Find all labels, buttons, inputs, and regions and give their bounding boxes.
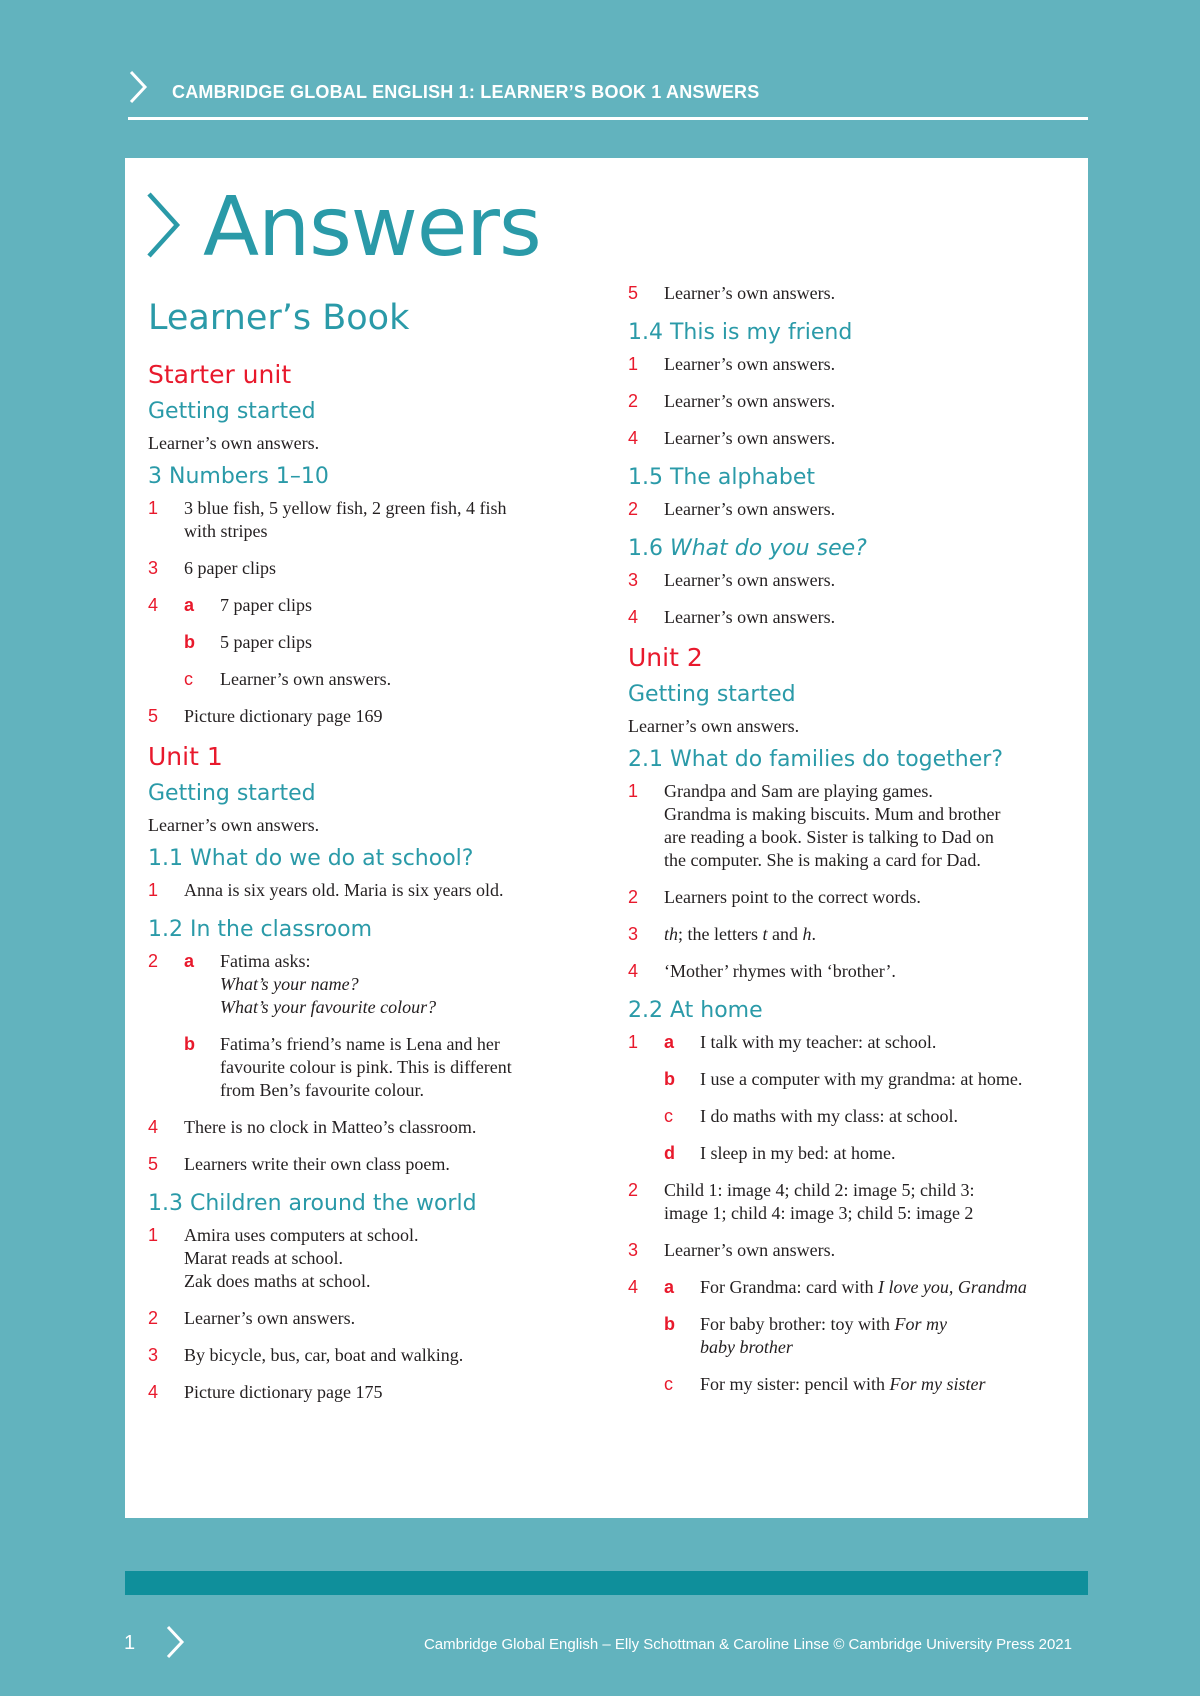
- answer-text: Learners point to the correct words.: [664, 887, 921, 907]
- answer-item: [628, 1105, 1068, 1128]
- answer-text: [700, 1276, 1068, 1299]
- answer-text: Learner’s own answers.: [148, 433, 320, 453]
- section-heading: [628, 535, 1068, 562]
- answer-item: [628, 427, 1068, 450]
- answer-item: [628, 1239, 1068, 1262]
- unit-heading: Unit 1: [148, 742, 223, 771]
- answer-item: [628, 1179, 1068, 1225]
- item-letter: a: [664, 1032, 675, 1052]
- item-number: 3: [628, 570, 639, 590]
- answer-fragment: ; the letters: [678, 924, 763, 944]
- answer-text: [700, 1373, 1068, 1396]
- section-heading: 3 Numbers 1–10: [148, 464, 329, 489]
- answer-item: [148, 1381, 568, 1404]
- answer-item: [148, 557, 568, 580]
- item-number: 3: [628, 924, 639, 944]
- answer-line: the computer. She is making a card for Dad.: [664, 850, 981, 870]
- item-number: 4: [148, 595, 159, 615]
- footer-credit: Cambridge Global English – Elly Schottman & Caroline Linse © Cambridge University Press 2021: [423, 1636, 1072, 1653]
- answer-text: There is no clock in Matteo’s classroom.: [184, 1117, 477, 1137]
- answer-line: What’s your favourite colour?: [220, 997, 437, 1017]
- answer-fragment: .: [811, 924, 817, 944]
- item-number: 4: [148, 1117, 159, 1137]
- item-letter: b: [664, 1069, 675, 1089]
- answer-text: Learner’s own answers.: [184, 1308, 356, 1328]
- section-heading: 1.5 The alphabet: [628, 465, 815, 490]
- answer-fragment: For baby brother: toy with: [700, 1314, 895, 1334]
- item-number: 4: [148, 1382, 159, 1402]
- answer-item: [148, 497, 568, 543]
- answer-text: Picture dictionary page 169: [184, 706, 383, 726]
- chevron-right-icon: [165, 1625, 185, 1659]
- footer-bar: [125, 1571, 1088, 1595]
- unit-heading: Unit 2: [628, 643, 703, 672]
- answer-text: Anna is six years old. Maria is six years old.: [184, 880, 504, 900]
- answer-line: Zak does maths at school.: [184, 1271, 371, 1291]
- answer-line: Fatima asks:: [220, 951, 311, 971]
- answer-item: [628, 886, 1068, 909]
- answer-line: Grandpa and Sam are playing games.: [664, 781, 933, 801]
- right-column: [628, 282, 1068, 1410]
- answer-item: [628, 1373, 1068, 1396]
- answer-item: [628, 1276, 1068, 1299]
- answer-item: [628, 780, 1068, 872]
- answer-item: [628, 282, 1068, 305]
- item-letter: a: [184, 951, 195, 971]
- item-letter: c: [184, 669, 193, 689]
- left-column: [148, 298, 568, 1418]
- answer-item: [148, 594, 568, 617]
- answer-text: 6 paper clips: [184, 558, 276, 578]
- answer-item: [148, 950, 568, 1019]
- answer-text: Learner’s own answers.: [664, 1240, 836, 1260]
- section-title: What do you see?: [669, 536, 867, 561]
- answer-line: with stripes: [184, 521, 268, 541]
- item-number: 5: [628, 283, 639, 303]
- answer-text: I use a computer with my grandma: at home.: [700, 1069, 1023, 1089]
- answer-line: Fatima’s friend’s name is Lena and her: [220, 1034, 500, 1054]
- answer-text: Learner’s own answers.: [664, 354, 836, 374]
- section-heading: Getting started: [628, 682, 796, 707]
- item-letter: b: [664, 1314, 675, 1334]
- content-panel: [125, 158, 1088, 1518]
- answer-line: are reading a book. Sister is talking to Dad on: [664, 827, 994, 847]
- item-number: 2: [148, 1308, 159, 1328]
- answer-item: [148, 1153, 568, 1176]
- answer-item: [148, 1224, 568, 1293]
- section-number: 1.6: [628, 536, 670, 561]
- answer-text: Learner’s own answers.: [664, 607, 836, 627]
- answer-line: Child 1: image 4; child 2: image 5; child 3:: [664, 1180, 975, 1200]
- answer-line: Amira uses computers at school.: [184, 1225, 419, 1245]
- answer-text: I talk with my teacher: at school.: [700, 1032, 937, 1052]
- answer-item: [628, 569, 1068, 592]
- item-letter: c: [664, 1374, 673, 1394]
- answer-text: I sleep in my bed: at home.: [700, 1143, 896, 1163]
- answer-line: Grandma is making biscuits. Mum and brother: [664, 804, 1001, 824]
- item-number: 5: [148, 706, 159, 726]
- answer-text: By bicycle, bus, car, boat and walking.: [184, 1345, 464, 1365]
- page-number: 1: [124, 1632, 136, 1654]
- item-number: 1: [628, 781, 639, 801]
- item-number: 4: [628, 961, 639, 981]
- answer-text: Learners write their own class poem.: [184, 1154, 450, 1174]
- answer-item: [628, 1031, 1068, 1054]
- answer-fragment: th: [664, 924, 679, 944]
- answer-fragment: baby brother: [700, 1337, 793, 1357]
- answer-item: [628, 1313, 1068, 1359]
- item-letter: b: [184, 632, 195, 652]
- section-heading: Getting started: [148, 781, 316, 806]
- item-number: 1: [148, 498, 159, 518]
- answer-line: from Ben’s favourite colour.: [220, 1080, 424, 1100]
- item-letter: a: [184, 595, 195, 615]
- item-number: 2: [628, 499, 639, 519]
- header-title: CAMBRIDGE GLOBAL ENGLISH 1: LEARNER’S BOOK 1 ANSWERS: [172, 82, 760, 102]
- answer-fragment: For my: [894, 1314, 947, 1334]
- chevron-right-icon: [128, 70, 148, 104]
- answer-fragment: For Grandma: card with: [700, 1277, 878, 1297]
- running-header: [128, 68, 1088, 120]
- answer-fragment: I love you, Grandma: [877, 1277, 1027, 1297]
- answer-line: What’s your name?: [220, 974, 359, 994]
- item-number: 3: [148, 558, 159, 578]
- answer-text: 7 paper clips: [220, 595, 312, 615]
- answer-item: [148, 1344, 568, 1367]
- section-heading: 2.1 What do families do together?: [628, 747, 1004, 772]
- section-heading: 1.2 In the classroom: [148, 917, 373, 942]
- answer-fragment: For my sister: pencil with: [700, 1374, 890, 1394]
- answer-item: [148, 705, 568, 728]
- item-number: 4: [628, 1277, 639, 1297]
- item-letter: c: [664, 1106, 673, 1126]
- answer-item: [148, 668, 568, 691]
- answer-item: [628, 353, 1068, 376]
- answer-text: Learner’s own answers.: [148, 815, 320, 835]
- item-number: 1: [628, 1032, 639, 1052]
- item-number: 2: [628, 391, 639, 411]
- answer-text: Picture dictionary page 175: [184, 1382, 383, 1402]
- answer-item: [628, 498, 1068, 521]
- answer-item: [628, 923, 1068, 946]
- item-number: 4: [628, 607, 639, 627]
- answer-text: Learner’s own answers.: [628, 716, 800, 736]
- item-number: 1: [148, 1225, 159, 1245]
- section-heading: Getting started: [148, 399, 316, 424]
- unit-heading: Starter unit: [148, 360, 292, 389]
- answer-line: Marat reads at school.: [184, 1248, 343, 1268]
- answer-text: ‘Mother’ rhymes with ‘brother’.: [664, 961, 896, 981]
- chevron-right-icon: [145, 190, 183, 260]
- item-number: 1: [148, 880, 159, 900]
- answer-line: favourite colour is pink. This is different: [220, 1057, 512, 1077]
- answer-item: [628, 1068, 1068, 1091]
- answer-fragment: t: [762, 924, 768, 944]
- answer-item: [628, 1142, 1068, 1165]
- section-heading: 1.3 Children around the world: [148, 1191, 477, 1216]
- section-heading: 1.4 This is my friend: [628, 320, 853, 345]
- answer-text: [664, 923, 1068, 946]
- answer-fragment: h: [802, 924, 812, 944]
- answer-text: Learner’s own answers.: [664, 283, 836, 303]
- item-number: 3: [628, 1240, 639, 1260]
- answer-text: Learner’s own answers.: [664, 428, 836, 448]
- answer-item: [148, 1116, 568, 1139]
- answer-item: [628, 606, 1068, 629]
- answer-text: Learner’s own answers.: [664, 499, 836, 519]
- answer-text: Learner’s own answers.: [664, 391, 836, 411]
- item-number: 3: [148, 1345, 159, 1365]
- answer-item: [148, 879, 568, 902]
- answer-text: I do maths with my class: at school.: [700, 1106, 958, 1126]
- item-number: 2: [148, 951, 159, 971]
- item-letter: d: [664, 1143, 675, 1163]
- answer-text: [700, 1313, 1068, 1359]
- answer-item: [148, 631, 568, 654]
- book-heading: Learner’s Book: [148, 298, 410, 338]
- item-number: 1: [628, 354, 639, 374]
- item-number: 5: [148, 1154, 159, 1174]
- item-letter: a: [664, 1277, 675, 1297]
- answer-item: [628, 960, 1068, 983]
- answer-line: 3 blue fish, 5 yellow fish, 2 green fish, 4 fish: [184, 498, 507, 518]
- answer-text: Learner’s own answers.: [220, 669, 392, 689]
- section-heading: 2.2 At home: [628, 998, 763, 1023]
- answer-line: image 1; child 4: image 3; child 5: image 2: [664, 1203, 974, 1223]
- page-title-text: Answers: [203, 180, 541, 275]
- answer-item: [148, 1033, 568, 1102]
- section-heading: 1.1 What do we do at school?: [148, 846, 474, 871]
- answer-item: [148, 1307, 568, 1330]
- answer-text: Learner’s own answers.: [664, 570, 836, 590]
- item-letter: b: [184, 1034, 195, 1054]
- answer-fragment: and: [767, 924, 803, 944]
- item-number: 4: [628, 428, 639, 448]
- answer-text: 5 paper clips: [220, 632, 312, 652]
- item-number: 2: [628, 1180, 639, 1200]
- answer-item: [628, 390, 1068, 413]
- item-number: 2: [628, 887, 639, 907]
- answer-fragment: For my sister: [889, 1374, 986, 1394]
